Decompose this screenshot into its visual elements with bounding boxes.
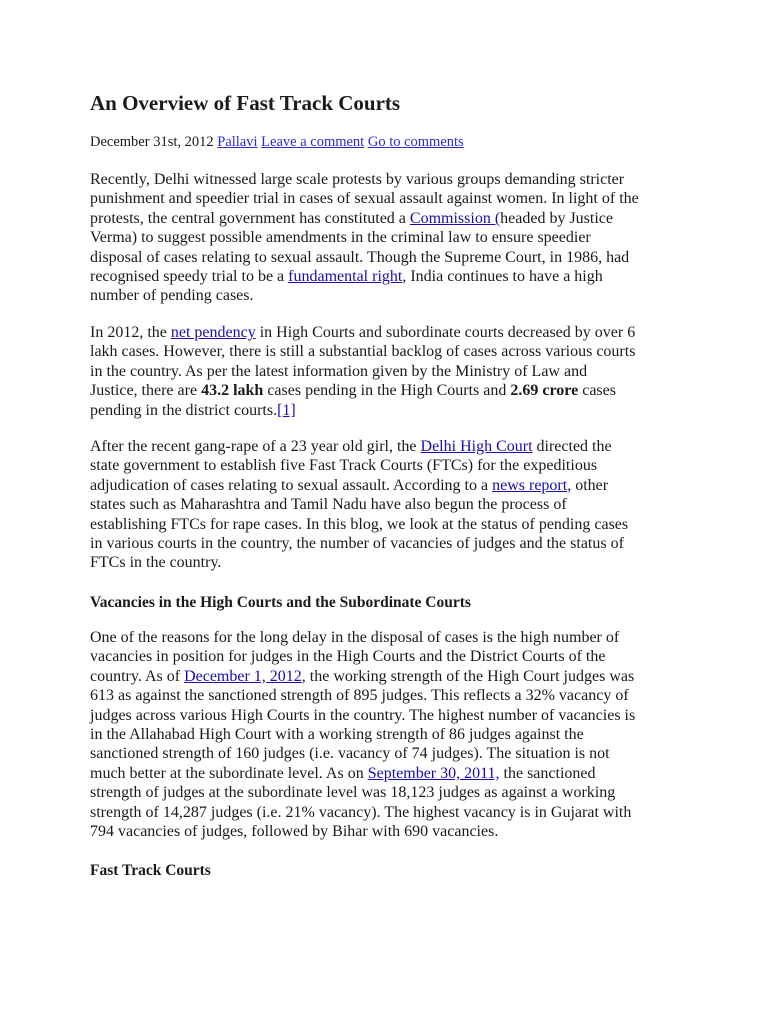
leave-comment-link[interactable]: Leave a comment <box>261 134 365 150</box>
section-heading: Vacancies in the High Courts and the Subordinate Courts <box>90 594 471 611</box>
text-line: establishing FTCs for rape cases. In this blog, we look at the status of pending cases <box>90 515 629 533</box>
section-heading: Fast Track Courts <box>90 862 211 879</box>
text-line: in the country. As per the latest information given by the Ministry of Law and <box>90 362 588 380</box>
text-line: pending in the district courts.[1] <box>90 401 296 419</box>
text-line: punishment and speedier trial in cases of sexual assault against women. In light of the <box>90 190 639 208</box>
text-line: adjudication of cases relating to sexual assault. According to a news report, other <box>90 476 609 494</box>
text-line: judges across various High Courts in the country. The highest number of vacancies is <box>90 706 636 724</box>
text-line: strength of 14,287 judges (i.e. 21% vacancy). The highest vacancy is in Gujarat with <box>90 803 632 821</box>
author-link[interactable]: Pallavi <box>217 134 258 150</box>
text-line: FTCs in the country. <box>90 554 222 572</box>
text-line: sanctioned strength of 160 judges (i.e. vacancy of 74 judges). The situation is not <box>90 745 610 763</box>
section-fast-track-courts <box>90 861 690 880</box>
text-line: recognised speedy trial to be a fundamental right, India continues to have a high <box>90 268 603 286</box>
text-line: One of the reasons for the long delay in the disposal of cases is the high number of <box>90 629 620 646</box>
commission-link[interactable]: Commission ( <box>409 209 501 227</box>
paragraph-1 <box>90 170 690 306</box>
text-line: protests, the central government has constituted a Commission (headed by Justice <box>90 209 613 227</box>
district-pending-count: 2.69 crore <box>510 382 579 400</box>
fundamental-right-link[interactable]: fundamental right <box>288 268 403 286</box>
september-2011-link[interactable]: September 30, 2011, <box>367 764 500 782</box>
net-pendency-link[interactable]: net pendency <box>170 324 256 341</box>
delhi-high-court-link[interactable]: Delhi High Court <box>420 438 533 455</box>
text-line: much better at the subordinate level. As on September 30, 2011, the sanctioned <box>90 764 596 782</box>
post-date: December 31st, 2012 <box>90 134 214 150</box>
text-line: Verma) to suggest possible amendments in the criminal law to ensure speedier <box>90 229 591 247</box>
december-2012-link[interactable]: December 1, 2012 <box>184 667 302 685</box>
text-line: Justice, there are 43.2 lakh cases pending in the High Courts and 2.69 crore cases <box>90 382 616 400</box>
text-line: state government to establish five Fast Track Courts (FTCs) for the expeditious <box>90 457 598 475</box>
text-line: in various courts in the country, the number of vacancies of judges and the status of <box>90 535 624 553</box>
text-line: 613 as against the sanctioned strength of 895 judges. This reflects a 32% vacancy of <box>90 687 629 705</box>
paragraph-4 <box>90 628 690 841</box>
text-line: in the Allahabad High Court with a working strength of 86 judges against the <box>90 726 584 744</box>
paragraph-3 <box>90 437 690 573</box>
text-line: states such as Maharashtra and Tamil Nadu have also begun the process of <box>90 496 567 514</box>
go-to-comments-link[interactable]: Go to comments <box>367 134 464 150</box>
hc-pending-count: 43.2 lakh <box>201 382 264 400</box>
paragraph-2 <box>90 323 690 420</box>
text-line: 794 vacancies of judges, followed by Bihar with 690 vacancies. <box>90 823 499 841</box>
text-line: disposal of cases relating to sexual assault. Though the Supreme Court, in 1986, had <box>90 248 630 266</box>
text-line: Recently, Delhi witnessed large scale protests by various groups demanding stricter <box>90 171 625 188</box>
text-line: After the recent gang-rape of a 23 year old girl, the Delhi High Court directed the <box>90 438 612 455</box>
text-line: country. As of December 1, 2012, the working strength of the High Court judges was <box>90 667 635 685</box>
text-line: In 2012, the net pendency in High Courts and subordinate courts decreased by over 6 <box>90 324 636 341</box>
footnote-1-link[interactable]: [1] <box>277 401 296 419</box>
text-line: strength of judges at the subordinate level was 18,123 judges as against a working <box>90 784 616 802</box>
text-line: number of pending cases. <box>90 287 254 305</box>
article-meta <box>90 133 464 151</box>
article-title: An Overview of Fast Track Courts <box>90 91 401 115</box>
text-line: vacancies in position for judges in the High Courts and the District Courts of the <box>90 648 606 666</box>
section-vacancies <box>90 593 690 612</box>
text-line: lakh cases. However, there is still a substantial backlog of cases across various courts <box>90 343 636 361</box>
news-report-link[interactable]: news report <box>492 476 568 494</box>
